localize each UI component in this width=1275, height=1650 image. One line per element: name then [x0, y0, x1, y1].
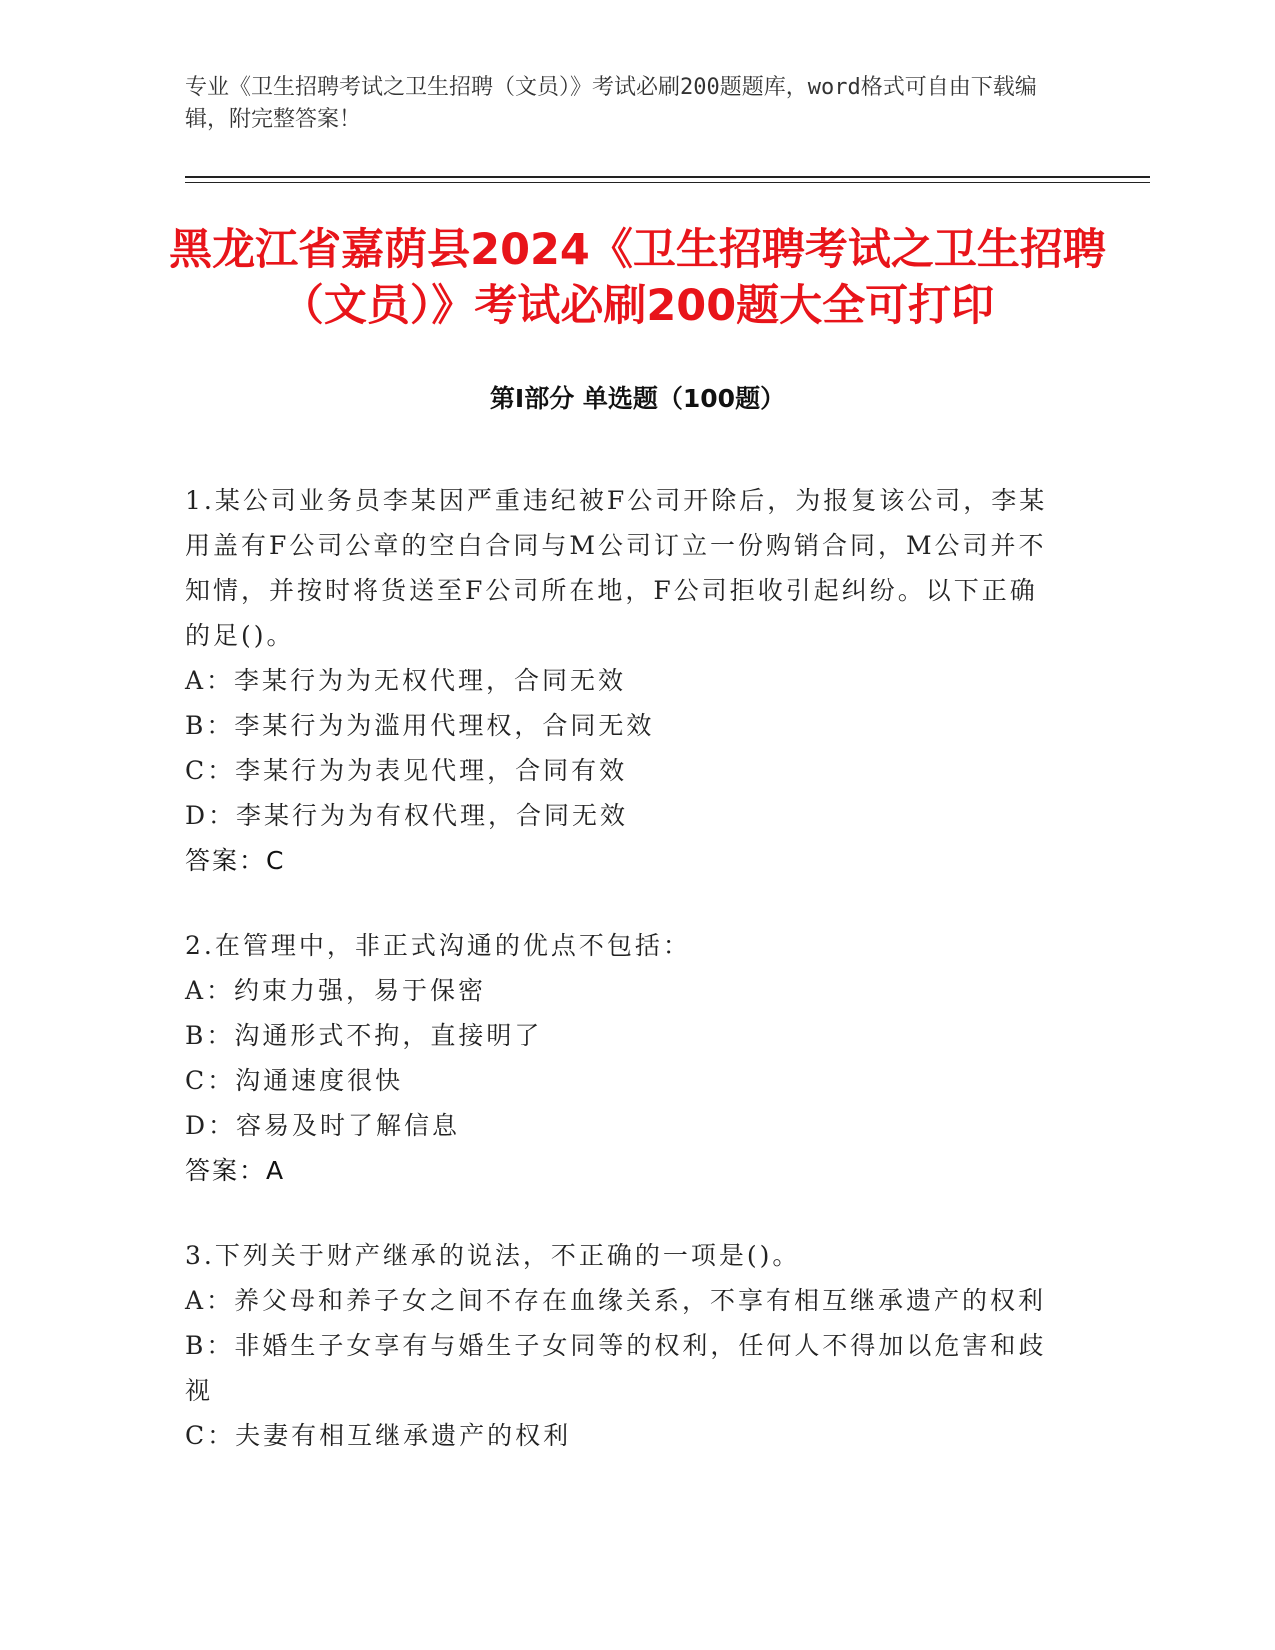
section-title: 第Ⅰ部分 单选题（100题） [489, 384, 786, 413]
option-c: C：沟通速度很快 [185, 1066, 404, 1095]
option-d: D：李某行为为有权代理，合同无效 [185, 801, 629, 830]
header-note: 专业《卫生招聘考试之卫生招聘（文员）》考试必刷200题题库，word格式可自由下载编辑，附完整答案！ [185, 75, 1037, 132]
question-text: 1.某公司业务员李某因严重违纪被F公司开除后，为报复该公司，李某用盖有F公司公章的空白合同与M公司订立一份购销合同，M公司并不知情，并按时将货送至F公司所在地，F公司拒收引起纠纷。以下正确的足()。 [185, 486, 1048, 650]
option-a: A：李某行为为无权代理，合同无效 [185, 666, 627, 695]
option-a: A：养父母和养子女之间不存在血缘关系，不享有相互继承遗产的权利 [185, 1286, 1047, 1315]
option-b: B：沟通形式不拘，直接明了 [185, 1021, 543, 1050]
option-a: A：约束力强，易于保密 [185, 976, 487, 1005]
question-text: 2.在管理中，非正式沟通的优点不包括： [185, 931, 691, 960]
option-c: C：李某行为为表见代理，合同有效 [185, 756, 628, 785]
header-divider-thin [185, 182, 1150, 183]
answer: 答案：A [185, 1156, 286, 1185]
document-title: 黑龙江省嘉荫县2024《卫生招聘考试之卫生招聘（文员）》考试必刷200题大全可打印 [169, 225, 1106, 331]
header-divider-thick [185, 176, 1150, 178]
question-2 [185, 923, 1065, 1193]
question-list [185, 478, 1065, 1498]
option-b: B：李某行为为滥用代理权，合同无效 [185, 711, 655, 740]
option-d: D：容易及时了解信息 [185, 1111, 461, 1140]
question-text: 3.下列关于财产继承的说法，不正确的一项是()。 [185, 1241, 801, 1270]
answer: 答案：C [185, 846, 286, 875]
question-1 [185, 478, 1065, 883]
option-c: C：夫妻有相互继承遗产的权利 [185, 1421, 572, 1450]
option-b: B：非婚生子女享有与婚生子女同等的权利，任何人不得加以危害和歧视 [185, 1331, 1047, 1405]
question-3 [185, 1233, 1065, 1458]
